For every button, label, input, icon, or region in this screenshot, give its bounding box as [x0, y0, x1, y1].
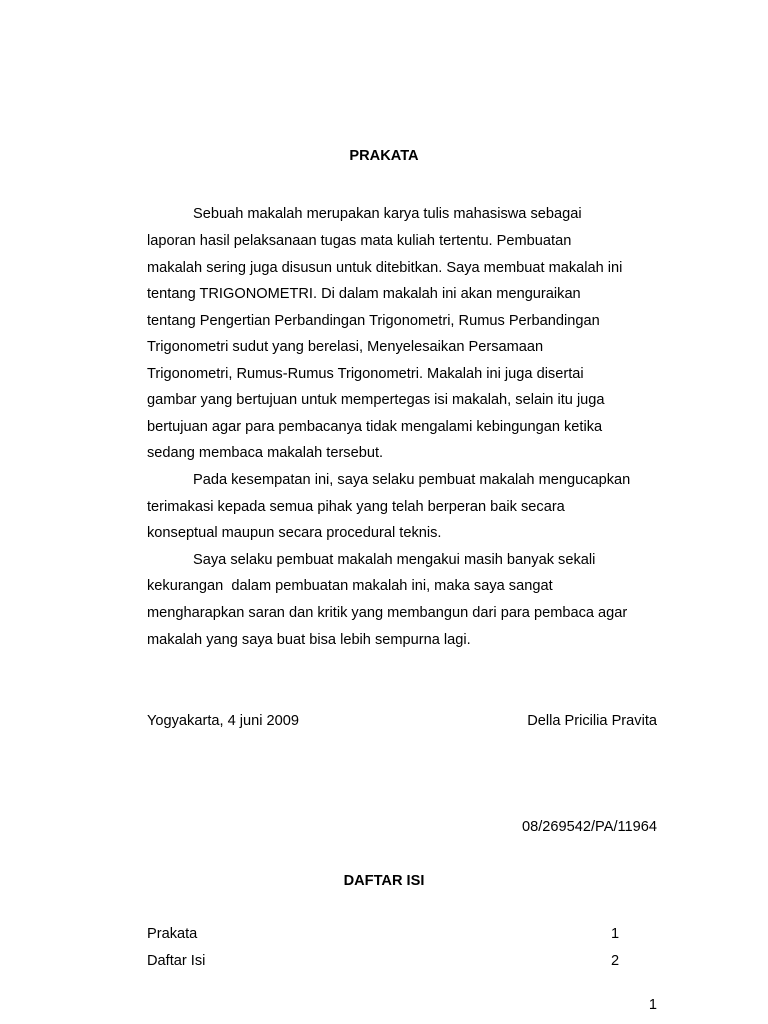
toc-entry-page: 1: [611, 926, 620, 942]
preface-line: Trigonometri, Rumus-Rumus Trigonometri. Makalah ini juga disertai: [147, 366, 584, 382]
preface-line: laporan hasil pelaksanaan tugas mata kuliah tertentu. Pembuatan: [147, 233, 572, 249]
preface-line: Pada kesempatan ini, saya selaku pembuat makalah mengucapkan: [193, 472, 631, 488]
author-id: 08/269542/PA/11964: [522, 819, 657, 835]
preface-line: konseptual maupun secara procedural teknis.: [147, 525, 442, 541]
preface-line: tentang TRIGONOMETRI. Di dalam makalah ini akan menguraikan: [147, 286, 581, 302]
preface-line: kekurangan dalam pembuatan makalah ini, maka saya sangat: [147, 578, 553, 594]
place-date: Yogyakarta, 4 juni 2009: [147, 713, 300, 729]
preface-line: Trigonometri sudut yang berelasi, Menyelesaikan Persamaan: [147, 339, 544, 355]
toc-entry-page: 2: [611, 953, 620, 969]
preface-line: makalah sering juga disusun untuk ditebitkan. Saya membuat makalah ini: [147, 260, 623, 276]
toc-title: DAFTAR ISI: [343, 873, 425, 889]
toc-entry-label: Daftar Isi: [147, 953, 206, 969]
preface-line: sedang membaca makalah tersebut.: [147, 445, 384, 461]
page-title: PRAKATA: [349, 148, 419, 164]
preface-line: Sebuah makalah merupakan karya tulis mahasiswa sebagai: [193, 206, 582, 222]
preface-line: gambar yang bertujuan untuk mempertegas isi makalah, selain itu juga: [147, 392, 605, 408]
preface-line: bertujuan agar para pembacanya tidak mengalami kebingungan ketika: [147, 419, 603, 435]
preface-line: makalah yang saya buat bisa lebih sempurna lagi.: [147, 632, 471, 648]
preface-line: terimakasi kepada semua pihak yang telah berperan baik secara: [147, 499, 565, 515]
toc-entry-label: Prakata: [147, 926, 198, 942]
preface-line: tentang Pengertian Perbandingan Trigonometri, Rumus Perbandingan: [147, 313, 600, 329]
preface-line: Saya selaku pembuat makalah mengakui masih banyak sekali: [193, 552, 596, 568]
author-name: Della Pricilia Pravita: [527, 713, 657, 729]
preface-line: mengharapkan saran dan kritik yang membangun dari para pembaca agar: [147, 605, 628, 621]
page-number: 1: [648, 997, 657, 1013]
